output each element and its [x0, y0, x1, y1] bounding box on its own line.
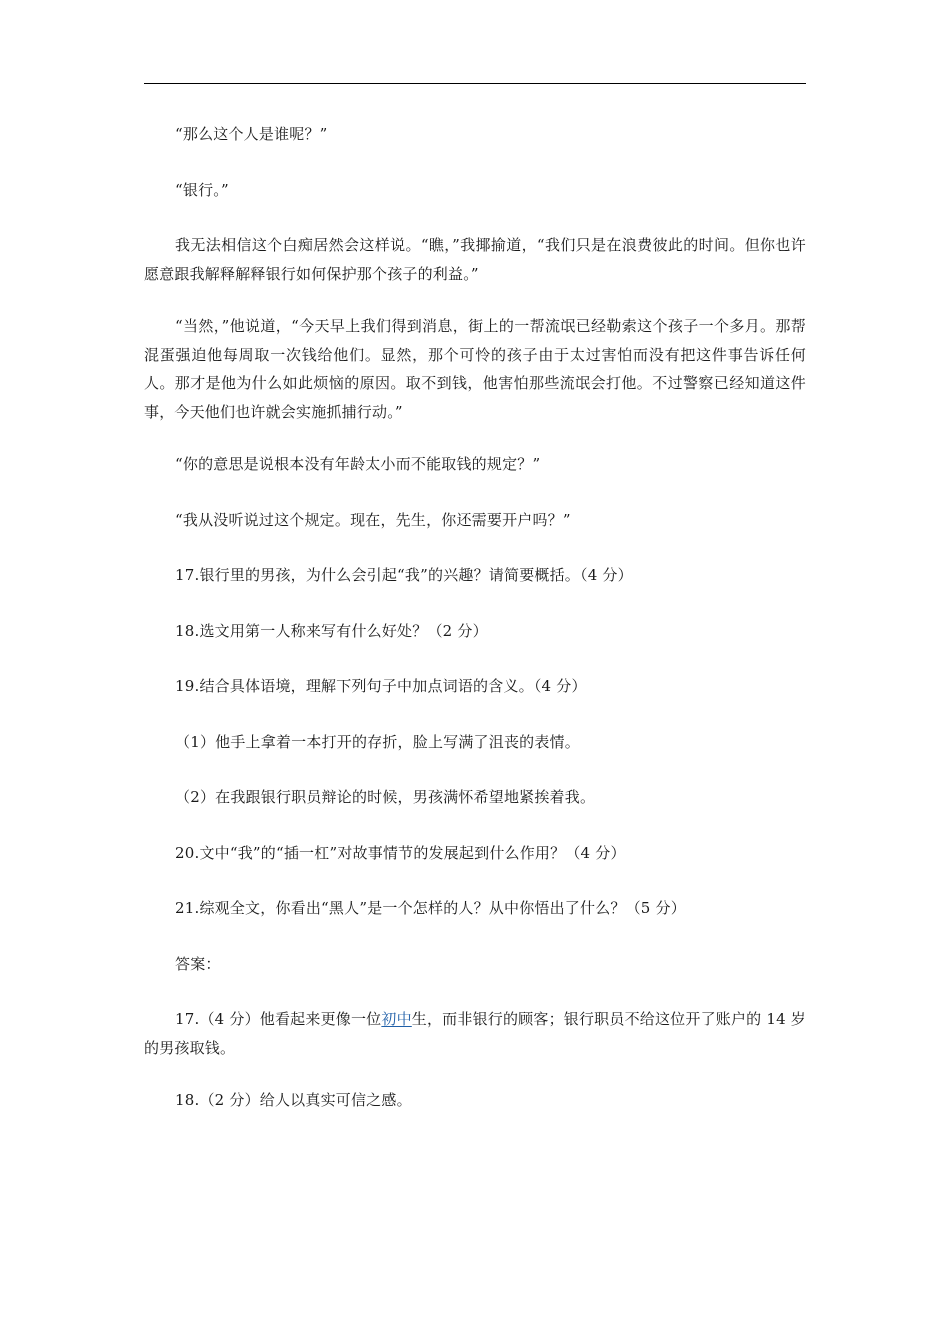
story-paragraph: 我无法相信这个白痴居然会这样说。“瞧，”我揶揄道，“我们只是在浪费彼此的时间。但你也许愿意跟我解释解释银行如何保护那个孩子的利益。” — [144, 236, 806, 283]
story-paragraph: “我从没听说过这个规定。现在，先生，你还需要开户吗？” — [175, 510, 571, 529]
answer-17-text-start: 17.（4 分）他看起来更像一位 — [175, 1010, 382, 1028]
junior-high-link[interactable]: 初中 — [381, 1010, 412, 1028]
question-21: 21.综观全文，你看出“黑人”是一个怎样的人？从中你悟出了什么？（5 分） — [175, 899, 686, 917]
question-18: 18.选文用第一人称来写有什么好处？（2 分） — [175, 621, 488, 640]
story-paragraph: “那么这个人是谁呢？” — [175, 125, 328, 143]
answers-heading: 答案： — [175, 954, 221, 973]
question-19-sentence-2: （2）在我跟银行职员辩论的时候，男孩满怀希望地紧挨着我。 — [175, 788, 596, 806]
story-paragraph: “你的意思是说根本没有年龄太小而不能取钱的规定？” — [175, 455, 541, 473]
question-19: 19.结合具体语境，理解下列句子中加点词语的含义。（4 分） — [175, 677, 587, 695]
story-paragraph: “银行。” — [175, 180, 229, 199]
question-20: 20.文中“我”的“插一杠”对故事情节的发展起到什么作用？（4 分） — [175, 843, 626, 862]
answer-18: 18.（2 分）给人以真实可信之感。 — [175, 1091, 412, 1109]
question-17: 17.银行里的男孩，为什么会引起“我”的兴趣？请简要概括。（4 分） — [175, 566, 633, 584]
answer-17-text-end: 生，而非银行的顾客；银行职员不给这位开了账户的 14 岁的男孩取钱。 — [144, 1010, 807, 1057]
header-rule — [144, 83, 806, 84]
document-body — [144, 120, 806, 1115]
story-paragraph: “当然，”他说道，“今天早上我们得到消息，街上的一帮流氓已经勒索这个孩子一个多月。那帮混蛋强迫他每周取一次钱给他们。显然，那个可怜的孩子由于太过害怕而没有把这件事告诉任何人。那才是他为什么如此烦恼的原因。取不到钱，他害怕那些流氓会打他。不过警察已经知道这件事，今天他们也许就会实施抓捕行动。” — [144, 317, 806, 421]
answer-17 — [144, 1005, 806, 1062]
question-19-sentence-1: （1）他手上拿着一本打开的存折，脸上写满了沮丧的表情。 — [175, 732, 580, 751]
